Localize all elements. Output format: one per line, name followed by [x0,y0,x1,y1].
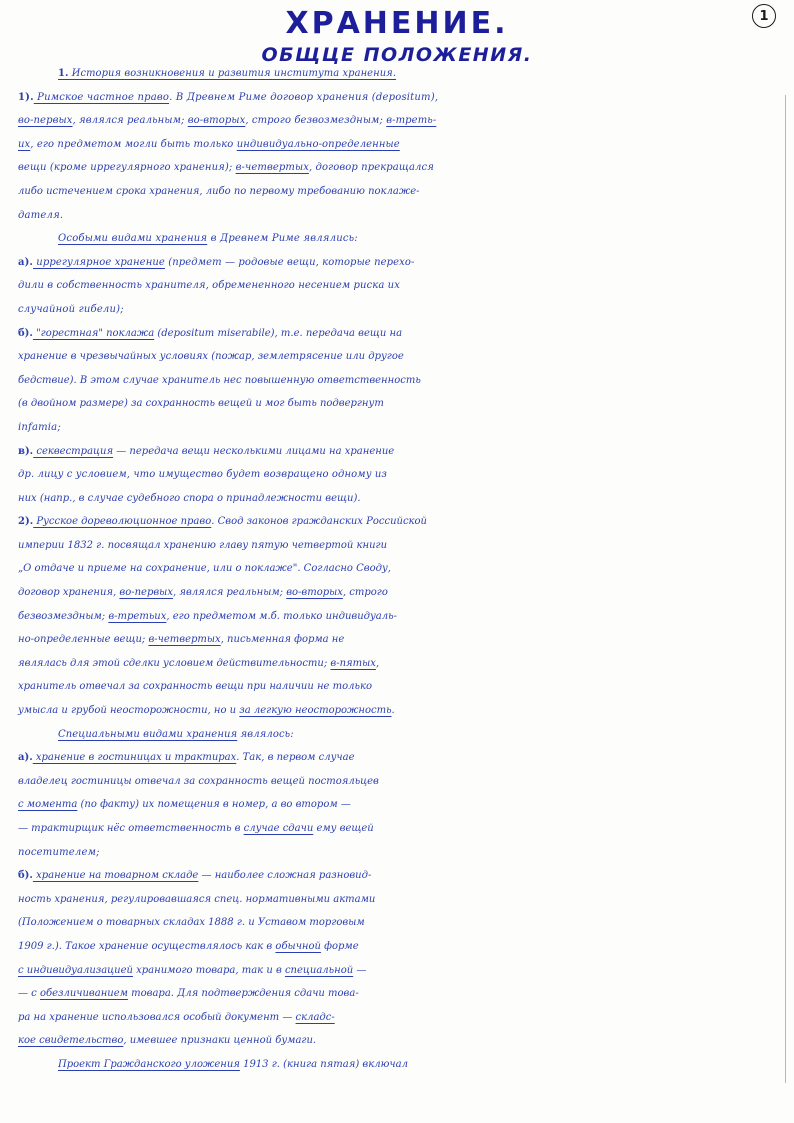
text-line [18,605,778,629]
text-fragment: но-определенные вещи; [18,634,149,646]
text-line [18,817,778,841]
underlined-phrase: в-пятых [330,657,376,669]
page-title: ХРАНЕНИЕ. [285,6,509,41]
text-fragment: 1913 г. (книга пятая) включал [239,1058,408,1070]
underlined-phrase: "горестная" поклажа [32,327,155,339]
text-line [18,180,778,204]
page-number: 1 [752,4,776,28]
text-fragment: умысла и грубой неосторожности, но и [18,705,240,717]
text-fragment: . Свод законов гражданских Российской [211,516,427,528]
underlined-phrase: обычной [275,940,321,952]
underlined-phrase: хранение в гостиницах и трактирах [32,752,237,764]
text-fragment: infamia; [18,421,61,433]
underlined-phrase: во-вторых [286,587,343,599]
text-fragment: , строго [342,587,388,599]
text-fragment: б). [18,870,33,882]
text-line [18,675,778,699]
text-line [18,1029,778,1053]
text-fragment: в). [18,445,34,457]
text-fragment: ность хранения, регулировавшаяся спец. нормативными актами [18,893,376,905]
text-fragment: (в двойном размере) за сохранность вещей и мог быть подвергнут [18,398,384,410]
text-line [18,274,778,298]
text-fragment: товара. Для подтверждения сдачи това- [127,988,359,1000]
text-fragment: (depositum miserabile), т.е. передача вещи на [154,327,403,339]
text-fragment: договор хранения, [18,587,120,599]
text-fragment: хранение в чрезвычайных условиях (пожар, землетрясение или другое [18,351,404,363]
text-fragment: владелец гостиницы отвечал за сохранность вещей постояльцев [18,775,379,787]
text-line [18,416,778,440]
underlined-phrase: кое свидетельство [18,1035,124,1047]
text-fragment: , письменная форма не [220,634,345,646]
text-fragment: — передача вещи несколькими лицами на хранение [113,445,395,457]
text-line [18,982,778,1006]
underlined-phrase: во-первых [119,587,173,599]
underlined-phrase: в-треть- [386,115,437,127]
text-line [18,440,778,464]
underlined-phrase: случае сдачи [243,823,314,834]
text-line [18,204,778,228]
text-line [18,699,778,723]
text-fragment: . Так, в первом случае [236,752,355,764]
text-line [18,251,778,275]
text-line [18,298,778,322]
text-line [18,369,778,393]
text-fragment: . В Древнем Риме договор хранения (depositum), [169,91,439,103]
underlined-phrase: индивидуально-определенные [236,138,400,150]
text-fragment: , его предметом м.б. только индивидуаль- [166,610,397,622]
text-line [18,723,778,747]
text-line [18,510,778,534]
text-fragment: бедствие). В этом случае хранитель нес повышенную ответственность [18,374,421,386]
text-line [18,793,778,817]
text-fragment: (предмет — родовые вещи, которые перехо- [164,256,415,268]
text-fragment: , являлся реальным; [172,587,287,599]
text-fragment: — наиболее сложная разновид- [198,870,372,882]
text-fragment: хранимого товара, так и в [132,964,285,976]
underlined-phrase: во-первых [18,115,73,127]
underlined-phrase: хранение на товарном складе [32,870,199,882]
underlined-phrase: в-четвертых [235,162,309,174]
text-line [18,109,778,133]
text-fragment: — [353,964,367,976]
text-fragment: , договор прекращался [308,162,434,174]
text-line [18,534,778,558]
text-fragment: безвозмездным; [18,610,109,622]
text-line [18,581,778,605]
text-line [18,888,778,912]
text-fragment: , являлся реальным; [72,115,188,127]
underlined-phrase: складс- [295,1011,335,1023]
underlined-phrase: Проект Гражданского уложения [58,1058,240,1070]
underlined-phrase: секвестрация [33,445,114,457]
text-fragment: а). [18,256,33,268]
text-fragment: др. лицу с условием, что имущество будет возвращено одному из [18,469,387,481]
text-line [18,487,778,511]
text-fragment: , строго безвозмездным; [245,115,387,127]
text-line [18,746,778,770]
page-subtitle: ОБЩЦЕ ПОЛОЖЕНИЯ. [261,44,533,66]
text-line [18,156,778,180]
text-line [18,86,778,110]
underlined-phrase: Специальными видами хранения [58,728,238,740]
underlined-phrase: Особыми видами хранения [58,233,208,245]
text-fragment: ра на хранение использовался особый документ — [18,1011,296,1023]
body-text [18,62,778,1077]
text-line [18,133,778,157]
underlined-phrase: обезличиванием [39,988,128,1000]
text-fragment: 1909 г.). Такое хранение осуществлялось как в [18,940,276,952]
text-fragment: „О отдаче и приеме на сохранение, или о поклаже". Согласно Своду, [18,563,391,575]
text-fragment: — с [18,988,40,1000]
text-fragment: ему вещей [313,823,374,834]
text-line [18,841,778,865]
text-fragment: 2). [18,516,34,528]
text-fragment: являлось: [237,728,294,740]
text-line [18,770,778,794]
text-fragment: форме [320,940,359,952]
text-line [18,463,778,487]
text-fragment: 1). [18,91,34,103]
text-fragment: в Древнем Риме являлись: [207,233,358,245]
text-line [18,911,778,935]
underlined-phrase: в-третьих [108,610,167,622]
text-fragment: , имевшее признаки ценной бумаги. [123,1035,317,1047]
text-line [18,628,778,652]
text-fragment: вещи (кроме иррегулярного хранения); [18,162,236,174]
text-line [18,1006,778,1030]
text-fragment: , [375,657,380,669]
text-line [18,959,778,983]
underlined-phrase: их [18,138,31,150]
text-line [18,322,778,346]
text-fragment: дили в собственность хранителя, обремененного несением риска их [18,280,400,292]
text-line [18,62,778,86]
text-fragment: либо истечением срока хранения, либо по первому требованию поклаже- [18,185,420,197]
text-fragment: (по факту) их помещения в номер, а во втором — [77,799,351,811]
underlined-phrase: иррегулярное хранение [33,256,165,268]
underlined-phrase: за легкую неосторожность [239,705,392,717]
text-fragment: них (напр., в случае судебного спора о принадлежности вещи). [18,492,361,504]
underlined-phrase: с индивидуализацией [18,964,133,976]
underlined-phrase: в-четвертых [148,634,221,646]
text-fragment: , его предметом могли быть только [30,138,237,150]
text-fragment: б). [18,327,33,339]
underlined-phrase: Русское дореволюционное право [33,516,212,528]
text-line [18,1053,778,1077]
text-line [18,652,778,676]
text-fragment: . [391,705,395,717]
text-fragment: дателя. [18,209,64,221]
text-fragment: хранитель отвечал за сохранность вещи при наличии не только [18,681,372,693]
margin-line [785,95,787,1083]
text-fragment: (Положением о товарных складах 1888 г. и Уставом торговым [18,917,365,929]
text-line [18,864,778,888]
text-line [18,345,778,369]
text-line [18,935,778,959]
text-line [18,227,778,251]
text-fragment: а). [18,752,33,764]
text-line [18,392,778,416]
text-fragment: империи 1832 г. посвящал хранению главу пятую четвертой книги [18,539,388,551]
underlined-phrase: с момента [18,799,78,811]
text-fragment: случайной гибели); [18,303,124,315]
text-fragment: — трактирщик нёс ответственность в [18,823,244,834]
underlined-phrase: во-вторых [187,115,246,127]
text-fragment: являлась для этой сделки условием действительности; [18,657,331,669]
underlined-phrase: Римское частное право [33,91,170,103]
underlined-phrase: 1. [58,68,69,79]
underlined-phrase: специальной [284,964,354,976]
text-line [18,557,778,581]
underlined-phrase: История возникновения и развития института хранения. [68,68,397,79]
text-fragment: посетителем; [18,846,100,858]
